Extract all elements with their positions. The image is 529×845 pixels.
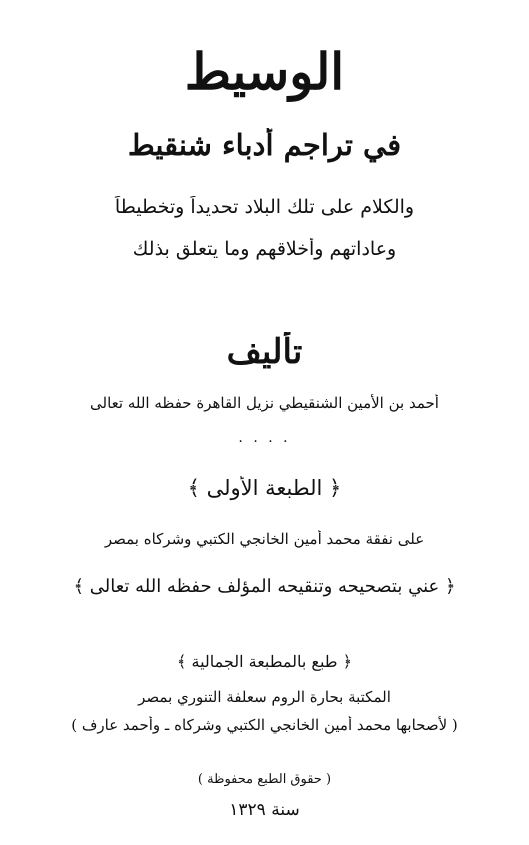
rights-line: ( حقوق الطبع محفوظة ) [197, 772, 332, 787]
author-line: أحمد بن الأمين الشنقيطي نزيل القاهرة حفظه الله تعالى [90, 394, 439, 412]
book-title: الوسيط [184, 42, 345, 101]
authored-label: تأليف [226, 332, 303, 372]
publisher-expense-line: على نفقة محمد أمين الخانجي الكتبي وشركاه بمصر [104, 530, 425, 548]
printer-line: ﴿ طبع بالمطبعة الجمالية ﴾ [177, 652, 352, 671]
book-subtitle: في تراجم أدباء شنقيط [127, 128, 402, 162]
correction-line: ﴿ عني بتصحيحه وتنقيحه المؤلف حفظه الله تعالى ﴾ [73, 576, 456, 597]
bookshop-line: المكتبة بحارة الروم سعلفة التنوري بمصر [138, 688, 391, 706]
year-line: سنة ١٣٢٩ [229, 800, 300, 820]
separator-dots: · · · · [238, 434, 291, 450]
owners-line: ( لأصحابها محمد أمين الخانجي الكتبي وشركاه ـ وأحمد عارف ) [71, 716, 458, 734]
edition-line: ﴿ الطبعة الأولى ﴾ [187, 476, 342, 500]
description-line-1: والكلام على تلك البلاد تحديداً وتخطيطاً [114, 196, 415, 218]
description-line-2: وعاداتهم وأخلاقهم وما يتعلق بذلك [132, 238, 397, 260]
